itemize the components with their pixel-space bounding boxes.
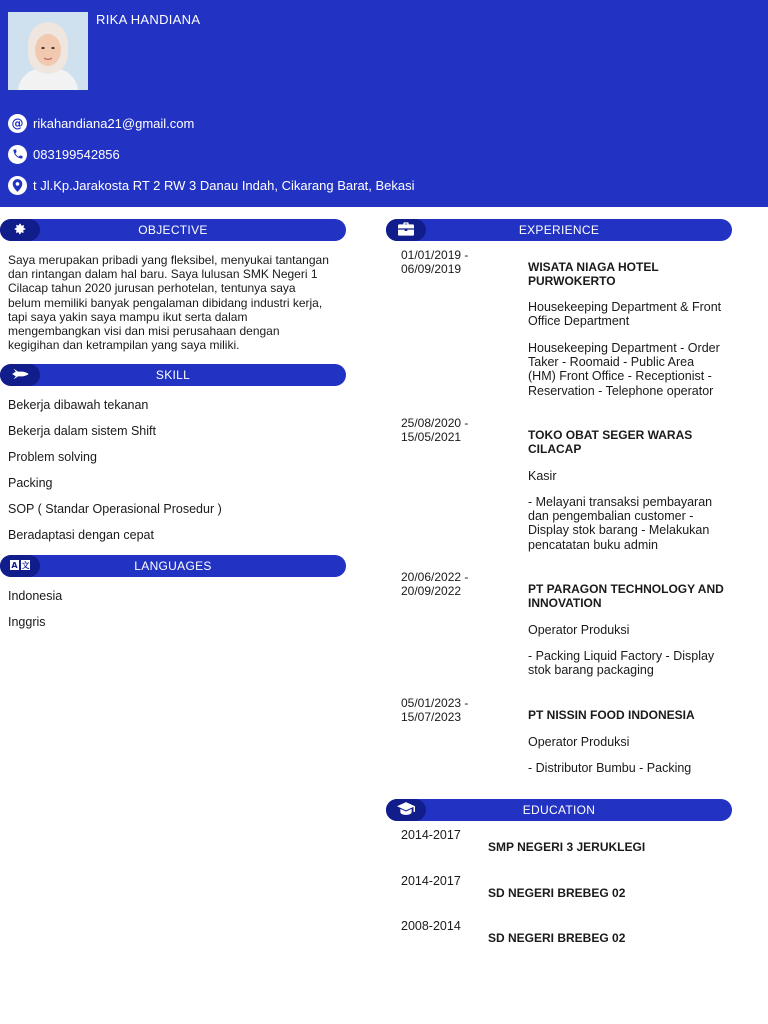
briefcase-icon [398,222,414,239]
skill-item: Beradaptasi dengan cepat [8,528,154,542]
description-line: pencatatan buku admin [528,537,658,552]
company-line: CILACAP [528,442,582,457]
skill-section-header [0,364,346,386]
skill-item: Bekerja dalam sistem Shift [8,424,156,438]
position-line: Housekeeping Department & Front [528,300,722,314]
languages-title: LANGUAGES [134,559,212,573]
company-line: PT NISSIN FOOD INDONESIA [528,708,695,722]
experience-company [528,428,728,456]
language-item: Indonesia [8,589,63,603]
description-line: (HM) Front Office - Receptionist - [528,369,712,384]
experience-section-header [386,219,732,241]
experience-icon-pill [386,219,426,241]
description-line: Taker - Roomaid - Public Area [528,355,695,370]
translate-icon [10,559,30,573]
objective-line: belum memiliki banyak pengalaman dibidang industri kerja, [8,295,323,310]
date-start: 20/06/2022 - [401,570,469,584]
company-line: PT PARAGON TECHNOLOGY AND [528,582,724,596]
skill-item: Packing [8,476,53,490]
date-end: 15/07/2023 [401,710,462,725]
objective-text [8,253,348,352]
education-icon-pill [386,799,426,821]
experience-date [401,248,511,276]
experience-company [528,582,728,610]
email-contact[interactable] [8,113,194,133]
language-item: Inggris [8,615,46,629]
date-start: 01/01/2019 - [401,248,469,262]
map-pin-icon [8,176,27,195]
graduation-cap-icon [397,802,415,818]
objective-section-header [0,219,346,241]
svg-text:A: A [11,561,18,570]
rocket-icon [11,368,29,383]
description-line: - Distributor Bumbu - Packing [528,761,692,775]
date-end: 20/09/2022 [401,584,462,599]
experience-description [528,761,728,775]
experience-company [528,708,728,722]
phone-icon [8,145,27,164]
position-line: Office Department [528,314,630,329]
education-school: SD NEGERI BREBEG 02 [488,886,626,900]
experience-title: EXPERIENCE [518,223,600,237]
date-start: 05/01/2023 - [401,696,469,710]
objective-icon-pill [0,219,40,241]
date-start: 25/08/2020 - [401,416,469,430]
objective-line: Saya merupakan pribadi yang fleksibel, menyukai tantangan [8,253,329,267]
at-sign-icon [8,114,27,133]
experience-company [528,260,728,288]
experience-position [528,300,728,328]
position-line: Kasir [528,469,557,483]
languages-section-header [0,555,346,577]
company-line: INNOVATION [528,596,602,611]
experience-date [401,416,511,444]
date-end: 06/09/2019 [401,262,462,277]
objective-line: tapi saya yakin saya mampu ikut serta dalam [8,309,248,324]
profile-name: RIKA HANDIANA [96,12,201,27]
description-line: stok barang packaging [528,663,654,678]
phone-text[interactable]: 083199542856 [33,146,120,162]
experience-date [401,570,511,598]
position-line: Operator Produksi [528,623,630,637]
objective-line: Cilacap tahun 2020 jurusan perhotelan, tentunya saya [8,281,296,296]
date-end: 15/05/2021 [401,430,462,445]
position-line: Operator Produksi [528,735,630,749]
experience-position [528,735,728,749]
objective-line: mengembangkan visi dan misi perusahaan dengan [8,324,280,339]
objective-line: dan rintangan dalam hal baru. Saya lulusan SMK Negeri 1 [8,267,318,282]
experience-position [528,623,728,637]
profile-photo [8,12,88,90]
profile-header [0,0,768,207]
education-year: 2014-2017 [401,874,461,888]
skill-item: Bekerja dibawah tekanan [8,398,149,412]
experience-date [401,696,511,724]
skill-item: SOP ( Standar Operasional Prosedur ) [8,502,222,516]
education-year: 2014-2017 [401,828,461,842]
experience-position [528,469,728,483]
phone-contact[interactable] [8,144,120,164]
description-line: Housekeeping Department - Order [528,341,720,355]
objective-line: kegigihan dan ketrampilan yang saya miliki. [8,338,240,353]
skill-title: SKILL [155,368,191,382]
company-line: TOKO OBAT SEGER WARAS [528,428,693,442]
experience-description [528,649,728,677]
address-contact [8,175,415,195]
address-text: t Jl.Kp.Jarakosta RT 2 RW 3 Danau Indah, Cikarang Barat, Bekasi [33,177,415,193]
description-line: Reservation - Telephone operator [528,383,714,398]
company-line: PURWOKERTO [528,274,616,289]
skill-icon-pill [0,364,40,386]
company-line: WISATA NIAGA HOTEL [528,260,659,274]
education-year: 2008-2014 [401,919,461,933]
svg-text:@: @ [11,116,24,130]
description-line: - Melayani transaksi pembayaran [528,495,713,509]
education-section-header [386,799,732,821]
education-school: SD NEGERI BREBEG 02 [488,931,626,945]
description-line: - Packing Liquid Factory - Display [528,649,715,663]
gear-icon [13,222,27,239]
experience-description [528,495,728,552]
education-school: SMP NEGERI 3 JERUKLEGI [488,840,646,854]
languages-icon-pill [0,555,40,577]
email-text[interactable]: rikahandiana21@gmail.com [33,115,195,131]
description-line: dan pengembalian customer - [528,509,694,524]
description-line: Display stok barang - Melakukan [528,523,710,538]
objective-title: OBJECTIVE [138,223,208,237]
svg-text:文: 文 [21,561,30,570]
experience-description [528,341,728,398]
skill-item: Problem solving [8,450,97,464]
education-title: EDUCATION [522,803,596,817]
